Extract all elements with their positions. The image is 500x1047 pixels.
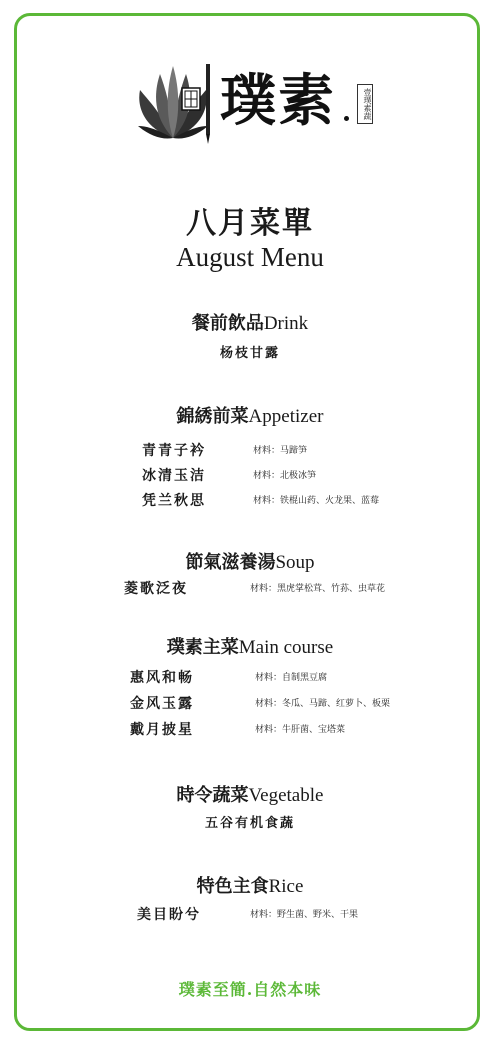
section-heading-en: Drink bbox=[263, 313, 309, 334]
dish-name: 美目盼兮 bbox=[137, 907, 201, 923]
section-heading-soup bbox=[0, 550, 500, 576]
menu-dish-row bbox=[0, 667, 500, 689]
dish-name: 青青子衿 bbox=[142, 443, 206, 459]
dish-ingredients: 材料：铁棍山药、火龙果、蓝莓 bbox=[253, 496, 380, 506]
menu-dish-row bbox=[0, 693, 500, 715]
dish-ingredients: 材料：牛肝菌、宝塔菜 bbox=[255, 725, 346, 735]
section-heading-en: Soup bbox=[275, 552, 315, 573]
section-heading-en: Vegetable bbox=[248, 785, 324, 806]
dish-name: 凭兰秋思 bbox=[142, 493, 206, 509]
menu-title-zh: 八月菜單 bbox=[186, 206, 314, 241]
menu-dish-row bbox=[0, 465, 500, 487]
dish-ingredients: 材料：野生菌、野米、干果 bbox=[250, 910, 359, 920]
section-heading-zh: 特色主食 bbox=[196, 876, 269, 897]
dish-name: 冰清玉洁 bbox=[142, 468, 206, 484]
dish-ingredients: 材料：马蹄笋 bbox=[253, 446, 308, 456]
section-heading-main-course bbox=[0, 635, 500, 661]
section-heading-rice bbox=[0, 874, 500, 900]
section-heading-en: Appetizer bbox=[248, 406, 324, 427]
menu-dish-row bbox=[0, 719, 500, 741]
lotus-brush-logo-icon bbox=[128, 60, 218, 150]
section-heading-drink bbox=[0, 311, 500, 337]
menu-dish-row bbox=[0, 490, 500, 512]
section-heading-zh: 餐前飲品 bbox=[191, 313, 264, 334]
menu-title-en: August Menu bbox=[176, 242, 324, 272]
section-heading-zh: 節氣滋養湯 bbox=[185, 552, 276, 573]
menu-dish-row bbox=[0, 440, 500, 462]
brand-seal: 壹璞素蔬 bbox=[357, 84, 373, 124]
brand-dot bbox=[344, 116, 349, 121]
footer-slogan: 璞素至簡.自然本味 bbox=[178, 980, 322, 999]
vegetable-item: 五谷有机食蔬 bbox=[204, 816, 295, 831]
drink-item: 杨枝甘露 bbox=[219, 346, 280, 361]
section-heading-zh: 時令蔬菜 bbox=[176, 785, 249, 806]
brand-logo bbox=[128, 60, 383, 150]
section-heading-zh: 璞素主菜 bbox=[166, 637, 239, 658]
dish-ingredients: 材料：自制黑豆腐 bbox=[255, 673, 328, 683]
section-heading-en: Main course bbox=[238, 637, 334, 658]
menu-dish-row bbox=[0, 578, 500, 600]
dish-name: 金风玉露 bbox=[130, 696, 194, 712]
section-heading-en: Rice bbox=[268, 876, 304, 897]
section-heading-vegetable bbox=[0, 783, 500, 809]
dish-name: 菱歌泛夜 bbox=[124, 581, 188, 597]
brand-name: 璞素 bbox=[220, 68, 336, 134]
menu-dish-row bbox=[0, 904, 500, 926]
dish-name: 戴月披星 bbox=[130, 722, 194, 738]
dish-ingredients: 材料：黑虎掌松茸、竹荪、虫草花 bbox=[250, 584, 386, 594]
section-heading-zh: 錦綉前菜 bbox=[176, 406, 249, 427]
dish-ingredients: 材料：冬瓜、马蹄、红萝卜、板栗 bbox=[255, 699, 391, 709]
dish-name: 惠风和畅 bbox=[130, 670, 194, 686]
dish-ingredients: 材料：北极冰笋 bbox=[253, 471, 317, 481]
section-heading-appetizer bbox=[0, 404, 500, 430]
